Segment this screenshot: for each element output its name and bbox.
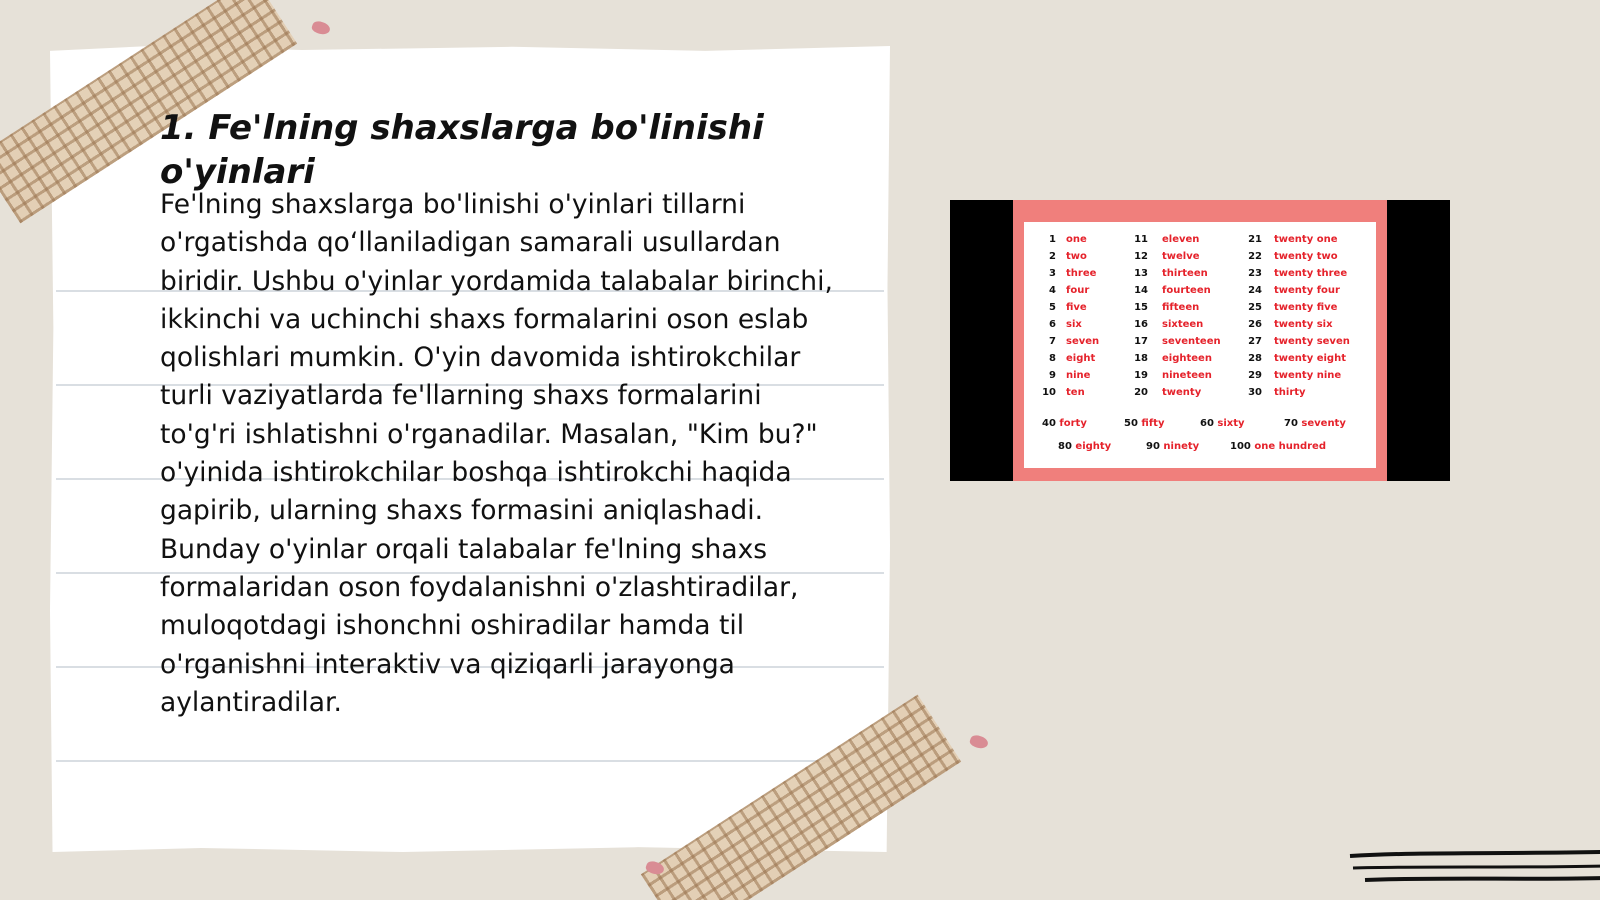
number-word: twenty seven bbox=[1274, 336, 1350, 347]
number-word: thirty bbox=[1274, 387, 1306, 398]
number-digit: 3 bbox=[1049, 268, 1056, 279]
number-word: sixty bbox=[1217, 418, 1245, 429]
number-word: fifteen bbox=[1162, 302, 1200, 313]
number-word: five bbox=[1066, 302, 1087, 313]
number-word: nine bbox=[1066, 370, 1091, 381]
number-word: thirteen bbox=[1162, 268, 1208, 279]
number-digit: 90 bbox=[1146, 441, 1164, 452]
number-digit: 60 bbox=[1200, 418, 1218, 429]
number-digit: 9 bbox=[1049, 370, 1056, 381]
number-word: twenty nine bbox=[1274, 370, 1342, 381]
number-digit: 13 bbox=[1134, 268, 1148, 279]
number-word: twelve bbox=[1162, 251, 1200, 262]
number-word: twenty six bbox=[1274, 319, 1333, 330]
number-digit: 28 bbox=[1248, 353, 1262, 364]
numbers-card bbox=[1024, 222, 1376, 468]
paper-rule-line bbox=[56, 760, 884, 762]
number-word: seventy bbox=[1301, 418, 1346, 429]
number-digit: 11 bbox=[1134, 234, 1148, 245]
number-word: two bbox=[1066, 251, 1087, 262]
number-digit: 1 bbox=[1049, 234, 1056, 245]
number-word: twenty five bbox=[1274, 302, 1338, 313]
number-digit: 8 bbox=[1049, 353, 1056, 364]
number-digit: 18 bbox=[1134, 353, 1148, 364]
number-digit: 19 bbox=[1134, 370, 1148, 381]
number-word: eighty bbox=[1075, 441, 1112, 452]
number-word: one bbox=[1066, 234, 1087, 245]
pin-top bbox=[310, 19, 331, 36]
number-entry bbox=[1284, 418, 1346, 429]
number-word: forty bbox=[1059, 418, 1087, 429]
number-word: eleven bbox=[1162, 234, 1200, 245]
number-word: six bbox=[1066, 319, 1082, 330]
number-digit: 14 bbox=[1134, 285, 1148, 296]
number-word: twenty bbox=[1162, 387, 1202, 398]
number-digit: 24 bbox=[1248, 285, 1262, 296]
number-digit: 50 bbox=[1124, 418, 1142, 429]
number-digit: 5 bbox=[1049, 302, 1056, 313]
number-digit: 25 bbox=[1248, 302, 1262, 313]
number-word: four bbox=[1066, 285, 1090, 296]
number-word: nineteen bbox=[1162, 370, 1212, 381]
number-word: seventeen bbox=[1162, 336, 1221, 347]
number-word: ninety bbox=[1163, 441, 1200, 452]
number-entry bbox=[1124, 418, 1164, 429]
slide-title: 1. Fe'lning shaxslarga bo'linishi o'yinlari bbox=[160, 108, 764, 192]
number-digit: 22 bbox=[1248, 251, 1262, 262]
number-word: twenty four bbox=[1274, 285, 1340, 296]
number-word: twenty one bbox=[1274, 234, 1338, 245]
number-word: seven bbox=[1066, 336, 1100, 347]
scribble-lines bbox=[1345, 846, 1600, 896]
number-digit: 4 bbox=[1049, 285, 1056, 296]
number-word: twenty three bbox=[1274, 268, 1348, 279]
number-digit: 15 bbox=[1134, 302, 1148, 313]
number-entry bbox=[1058, 441, 1111, 452]
number-word: sixteen bbox=[1162, 319, 1204, 330]
number-digit: 17 bbox=[1134, 336, 1148, 347]
number-digit: 80 bbox=[1058, 441, 1076, 452]
number-digit: 2 bbox=[1049, 251, 1056, 262]
number-digit: 30 bbox=[1248, 387, 1262, 398]
number-digit: 27 bbox=[1248, 336, 1262, 347]
number-digit: 12 bbox=[1134, 251, 1148, 262]
number-entry bbox=[1146, 441, 1199, 452]
number-word: eighteen bbox=[1162, 353, 1212, 364]
number-digit: 23 bbox=[1248, 268, 1262, 279]
number-word: three bbox=[1066, 268, 1097, 279]
number-digit: 21 bbox=[1248, 234, 1262, 245]
number-digit: 6 bbox=[1049, 319, 1056, 330]
number-word: fourteen bbox=[1162, 285, 1211, 296]
number-digit: 70 bbox=[1284, 418, 1302, 429]
number-digit: 100 bbox=[1230, 441, 1255, 452]
number-digit: 29 bbox=[1248, 370, 1262, 381]
number-digit: 16 bbox=[1134, 319, 1148, 330]
number-digit: 40 bbox=[1042, 418, 1060, 429]
numbers-chart-image bbox=[950, 200, 1450, 481]
number-digit: 26 bbox=[1248, 319, 1262, 330]
number-entry bbox=[1230, 441, 1326, 452]
pin-bottom-right bbox=[968, 733, 989, 750]
number-digit: 7 bbox=[1049, 336, 1056, 347]
number-word: ten bbox=[1066, 387, 1085, 398]
number-entry bbox=[1200, 418, 1245, 429]
number-digit: 10 bbox=[1042, 387, 1056, 398]
number-word: eight bbox=[1066, 353, 1096, 364]
number-word: fifty bbox=[1141, 418, 1165, 429]
number-entry bbox=[1042, 418, 1087, 429]
number-word: twenty eight bbox=[1274, 353, 1346, 364]
number-digit: 20 bbox=[1134, 387, 1148, 398]
slide-body-text: Fe'lning shaxslarga bo'linishi o'yinlari tillarni o'rgatishda qo‘llaniladigan samarali usullardan biridir. Ushbu o'yinlar yordamida talabalar birinchi, ikkinchi va uchinchi shaxs formalarini oson eslab qolishlari mumkin. O'yin davomida ishtirokchilar turli vaziyatlarda fe'llarning shaxs formalarini to'g'ri ishlatishni o'rganadilar. Masalan, "Kim bu?" o'yinida ishtirokchilar boshqa ishtirokchi haqida gapirib, ularning shaxs formasini aniqlashadi. Bunday o'yinlar orqali talabalar fe'lning shaxs formalaridan oson foydalanishni o'zlashtiradilar, muloqotdagi ishonchni oshiradilar hamda til o'rganishni interaktiv va qiziqarli jarayonga aylantiradilar. bbox=[160, 189, 833, 718]
number-word: twenty two bbox=[1274, 251, 1338, 262]
number-word: one hundred bbox=[1254, 441, 1326, 452]
